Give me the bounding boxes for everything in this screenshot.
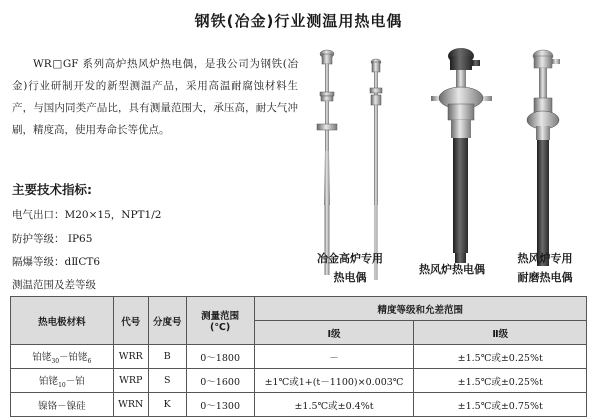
- product-caption-3-line2: 耐磨热电偶: [517, 271, 573, 284]
- product-caption-1-line1: 冶金高炉专用: [317, 252, 383, 265]
- cell-class-2: ±1.5℃或±0.25%t: [414, 369, 587, 393]
- cell-range: 0～1800: [186, 345, 254, 369]
- table-row: [11, 345, 587, 369]
- specs-heading: 主要技术指标:: [12, 182, 92, 197]
- spec-temperature-range: 测温范围及差等级: [12, 279, 96, 291]
- header-code: 代号: [113, 297, 148, 345]
- thermocouple-2-image: [370, 59, 382, 280]
- cell-range: 0～1300: [186, 393, 254, 417]
- header-division: 分度号: [148, 297, 186, 345]
- product-caption-3: [505, 249, 585, 287]
- header-range-unit: (℃): [210, 322, 231, 333]
- product-caption-2-line1: 热风炉热电偶: [419, 263, 485, 276]
- cell-material: 铂铑$_{30}$－铂铑$_6$: [11, 345, 114, 369]
- product-caption-2: [412, 260, 492, 279]
- thermocouple-3-image: [431, 48, 492, 263]
- intro-paragraph: WR□GF 系列高炉热风炉热电偶，是我公司为钢铁(冶金)行业研制开发的新型测温产品，采用高温耐腐蚀材料生产，与国内同类产品比，具有测量范围大，承压高，耐大气冲刷，精度高，使用寿命长等优点。: [12, 58, 298, 136]
- header-range-label: 测量范围: [201, 311, 240, 322]
- cell-class-1: ±1℃或1+(t－1100)×0.003℃: [254, 369, 414, 393]
- cell-material: 镍铬－镍硅: [11, 393, 114, 417]
- product-caption-3-line1: 热风炉专用: [517, 252, 573, 265]
- cell-code: WRN: [113, 393, 148, 417]
- header-accuracy: 精度等级和允差范围: [254, 297, 586, 321]
- cell-range: 0～1600: [186, 369, 254, 393]
- cell-code: WRP: [113, 369, 148, 393]
- product-caption-1: [310, 249, 390, 287]
- table-header-row: [11, 297, 587, 321]
- header-class-1: Ⅰ级: [254, 321, 414, 345]
- cell-division: B: [148, 345, 186, 369]
- spec-protection-level: 防护等级： IP65: [12, 233, 93, 245]
- header-material: 热电极材料: [11, 297, 114, 345]
- cell-division: K: [148, 393, 186, 417]
- header-class-2: Ⅱ级: [414, 321, 587, 345]
- cell-class-2: ±1.5℃或±0.25%t: [414, 345, 587, 369]
- spec-electrical-outlet: 电气出口：M20×15，NPT1/2: [12, 209, 162, 221]
- thermocouple-4-image: [527, 50, 560, 266]
- cell-class-1: －: [254, 345, 414, 369]
- header-range: [186, 297, 254, 345]
- cell-material: 铂铑$_{10}$－铂: [11, 369, 114, 393]
- table-row: [11, 369, 587, 393]
- table-row: [11, 393, 587, 417]
- thermocouple-1-image: [317, 50, 337, 275]
- cell-division: S: [148, 369, 186, 393]
- accuracy-table: [10, 296, 587, 417]
- page-title: 钢铁(冶金)行业测温用热电偶: [194, 12, 403, 30]
- product-caption-1-line2: 热电偶: [333, 271, 367, 284]
- spec-explosion-proof: 隔爆等级：dⅡCT6: [12, 256, 101, 268]
- cell-class-1: ±1.5℃或±0.4%t: [254, 393, 414, 417]
- cell-class-2: ±1.5℃或±0.75%t: [414, 393, 587, 417]
- cell-code: WRR: [113, 345, 148, 369]
